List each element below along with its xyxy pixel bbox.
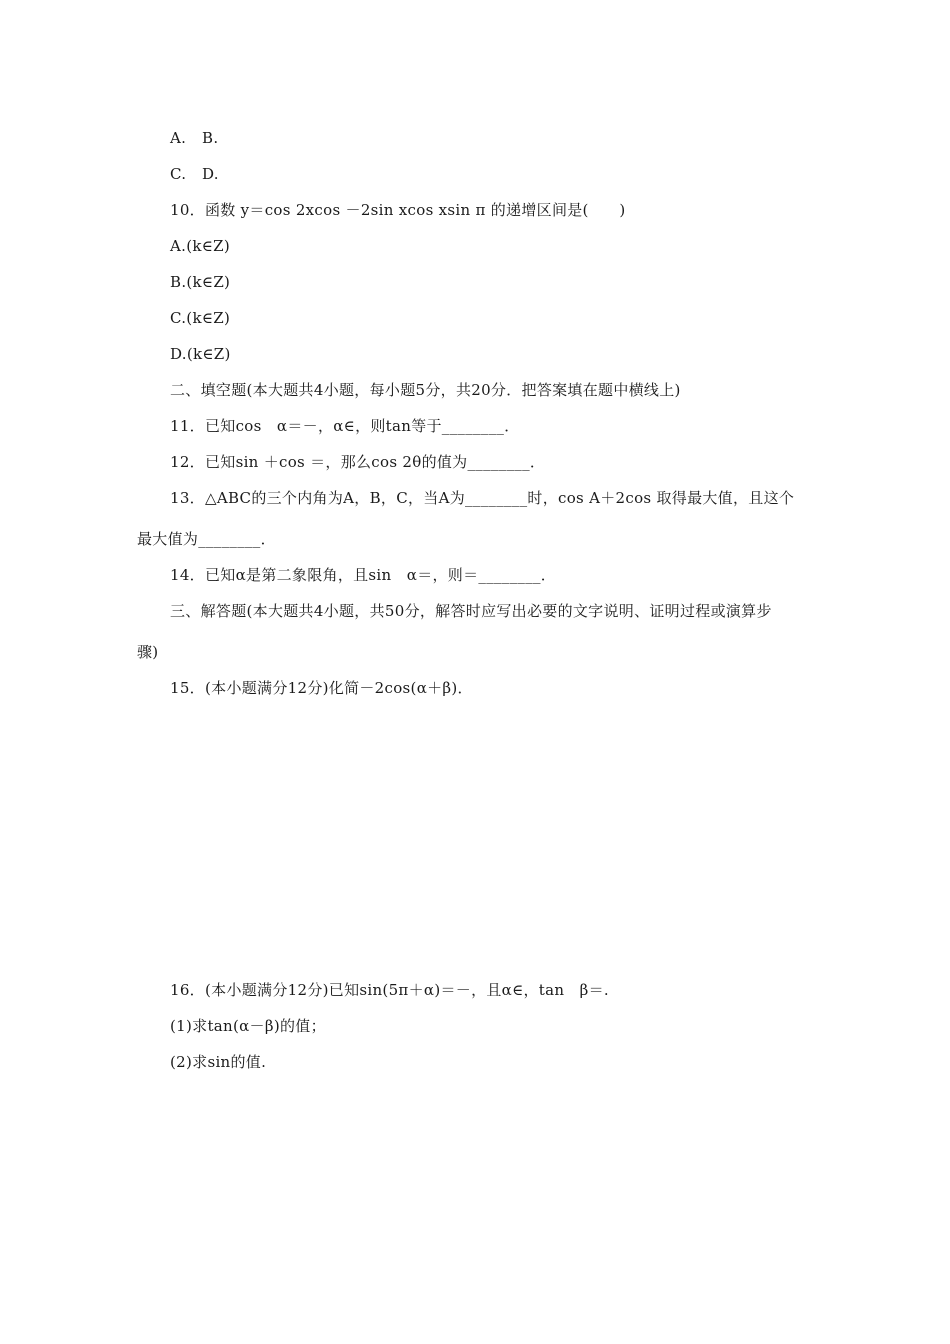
question-10: 10．函数 y＝cos 2xcos －2sin xcos xsin π 的递增区间是( ) [170, 201, 626, 219]
question-16-part-2: (2)求sin的值. [170, 1053, 267, 1071]
question-14: 14．已知α是第二象限角，且sin α＝，则＝________． [170, 566, 557, 584]
option-b-q10: B.(k∈Z) [170, 273, 231, 291]
question-13-line-1: 13．△ABC的三个内角为A，B，C，当A为________时，cos A＋2cos 取得最大值，且这个 [170, 489, 795, 507]
question-16: 16．(本小题满分12分)已知sin(5π＋α)＝－，且α∈，tan β＝. [170, 981, 609, 999]
section-answer-heading-line-1: 三、解答题(本大题共4小题，共50分，解答时应写出必要的文字说明、证明过程或演算步 [170, 602, 772, 620]
option-d-q9: D. [202, 165, 219, 183]
question-12: 12．已知sin ＋cos ＝，那么cos 2θ的值为________． [170, 453, 546, 471]
question-13-line-2: 最大值为________． [137, 530, 276, 548]
option-a-q10: A.(k∈Z) [170, 237, 231, 255]
option-c-q9: C. [170, 165, 187, 183]
option-a-q9: A. [170, 129, 187, 147]
question-15: 15．(本小题满分12分)化简－2cos(α＋β)． [170, 679, 473, 697]
question-11: 11．已知cos α＝－，α∈，则tan等于________． [170, 417, 520, 435]
option-d-q10: D.(k∈Z) [170, 345, 231, 363]
section-fill-in-heading: 二、填空题(本大题共4小题，每小题5分，共20分．把答案填在题中横线上) [170, 381, 681, 399]
option-c-q10: C.(k∈Z) [170, 309, 231, 327]
option-b-q9: B. [202, 129, 219, 147]
section-answer-heading-line-2: 骤) [137, 643, 159, 661]
question-16-part-1: (1)求tan(α－β)的值； [170, 1017, 326, 1035]
